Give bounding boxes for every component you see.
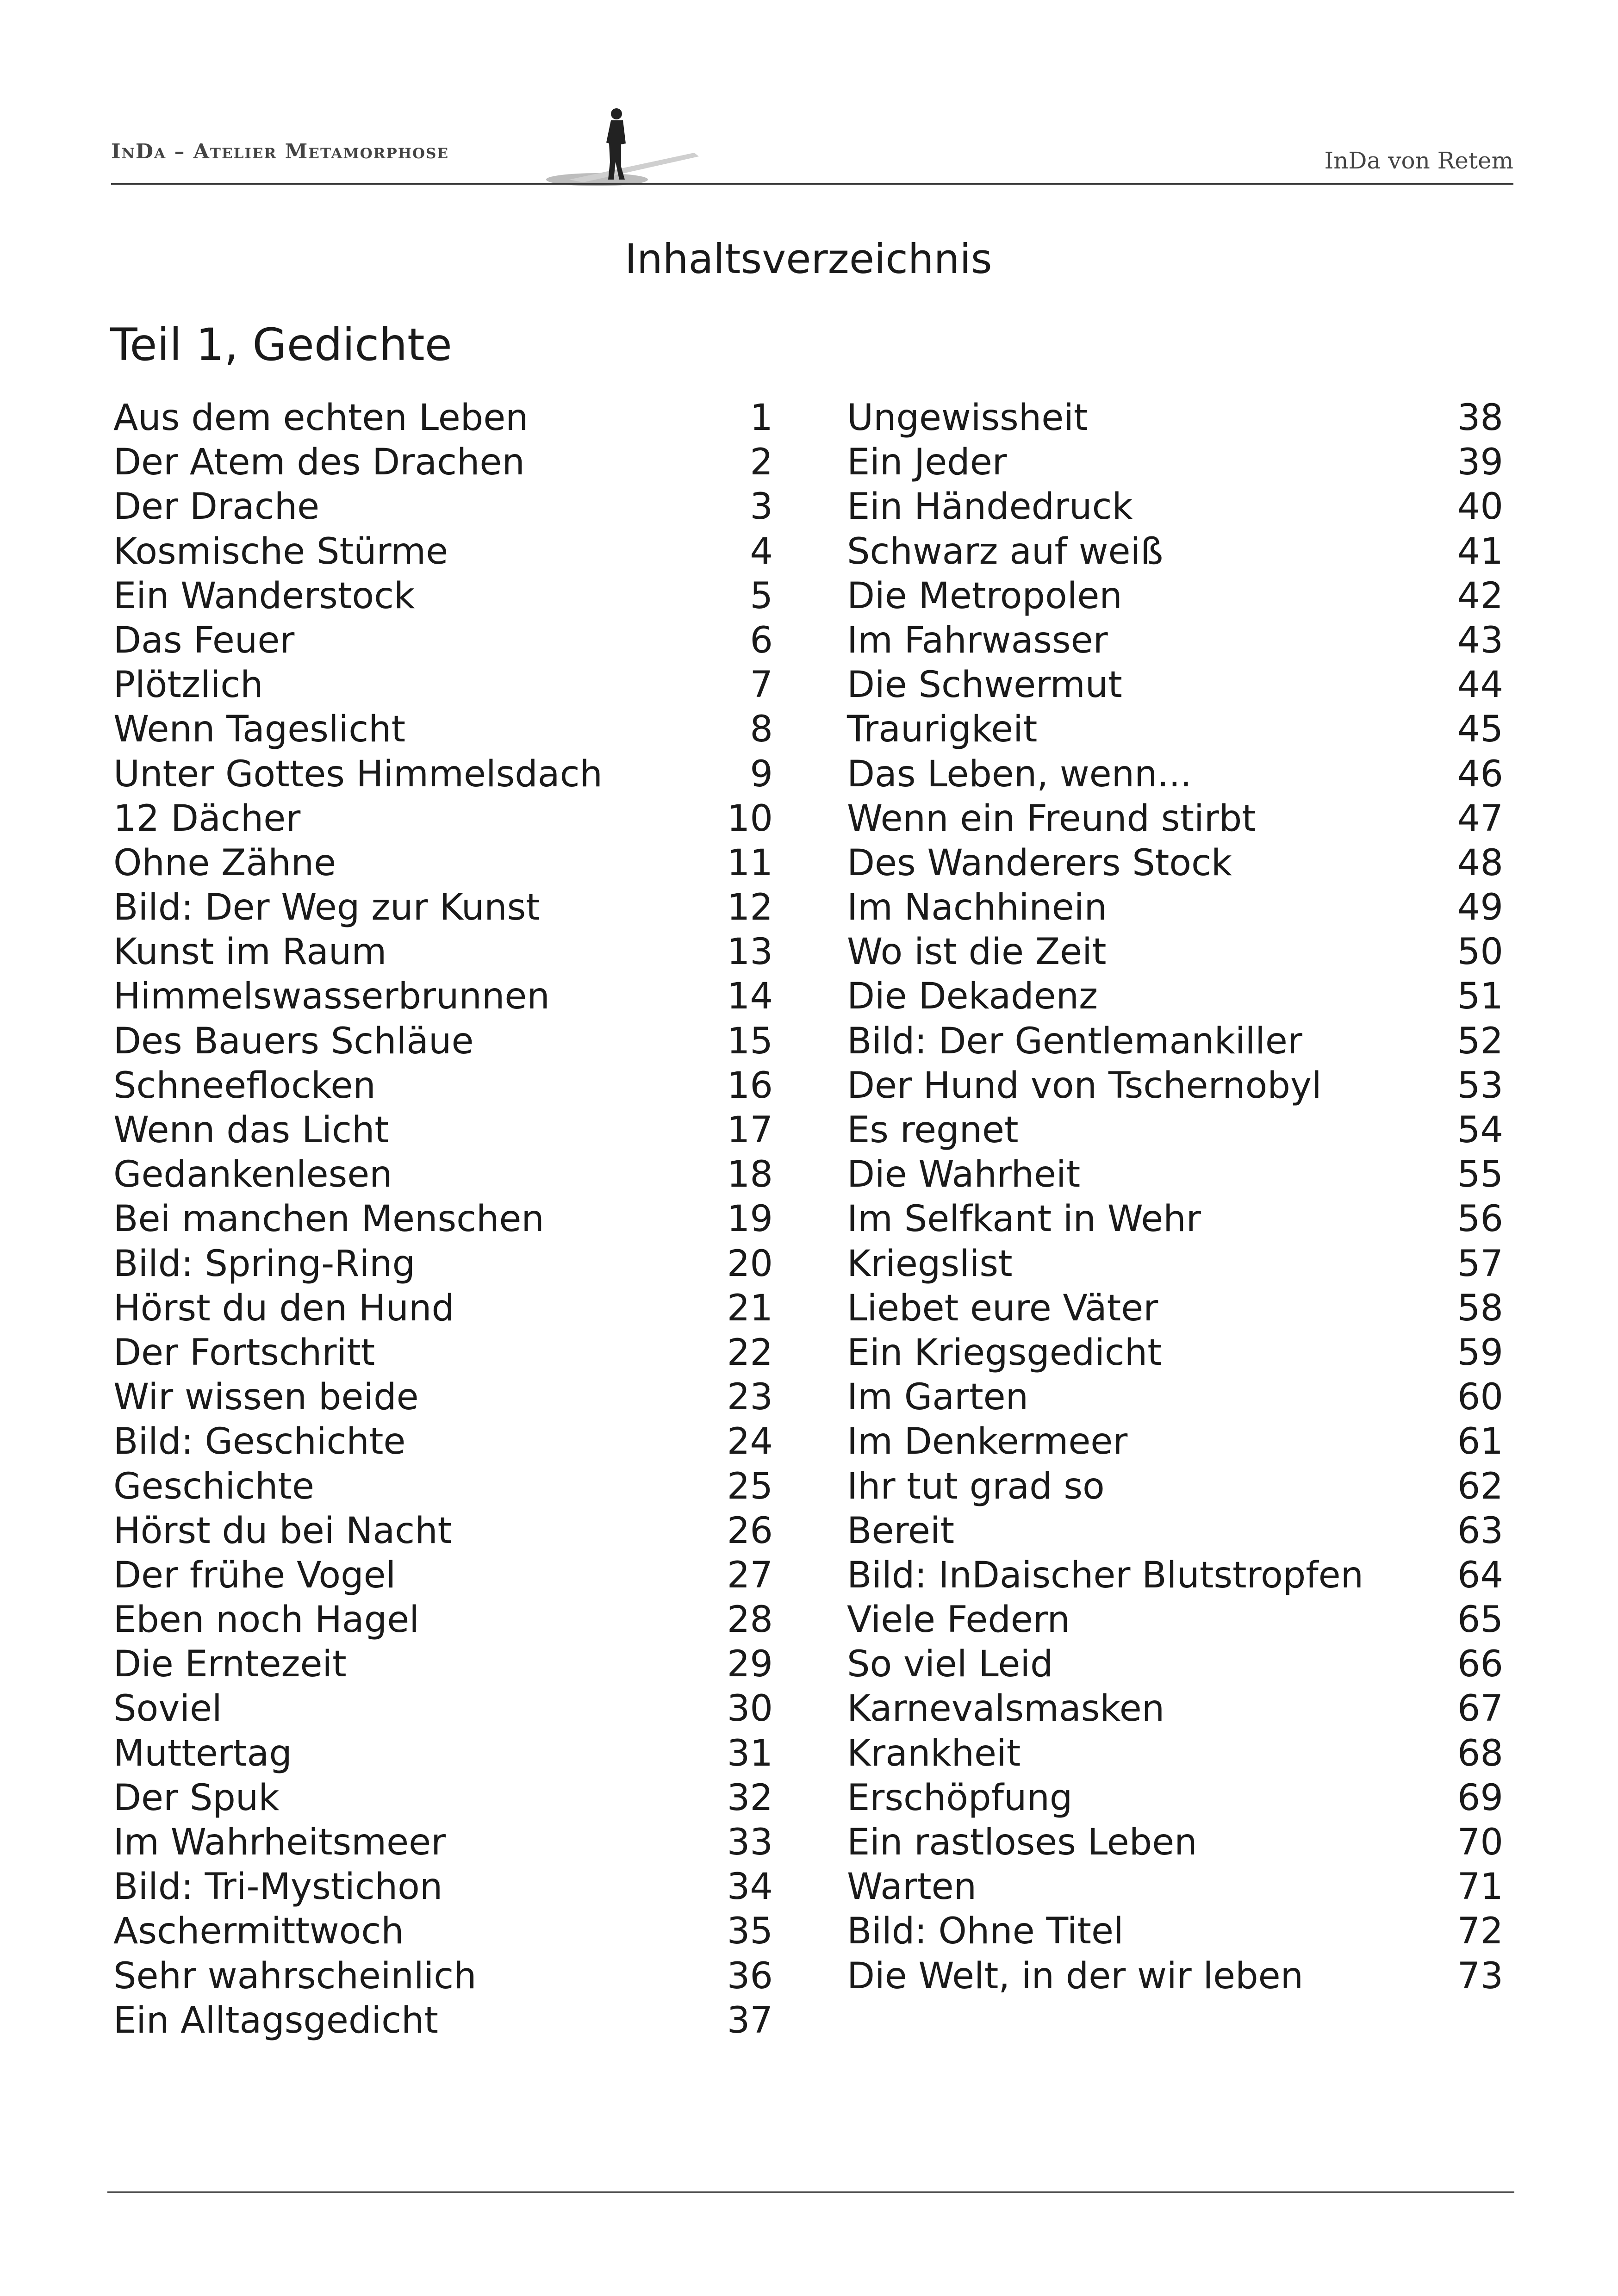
- toc-entry: [847, 1553, 1503, 1598]
- toc-entry-title: Karnevalsmasken: [847, 1688, 1165, 1730]
- toc-entry-title: Bei manchen Menschen: [113, 1198, 544, 1240]
- toc-column-left: [113, 396, 773, 2043]
- toc-entry-title: Bild: Tri-Mystichon: [113, 1866, 443, 1908]
- toc-entry-page: 9: [750, 753, 773, 795]
- toc-entry-page: 28: [727, 1599, 773, 1641]
- toc-entry-title: Die Erntezeit: [113, 1643, 347, 1686]
- toc-entry: [113, 1553, 773, 1598]
- toc-entry-title: Ein Kriegsgedicht: [847, 1332, 1162, 1374]
- toc-entry-page: 2: [750, 442, 773, 484]
- brand-name: InDa – Atelier Metamorphose: [111, 140, 449, 163]
- toc-entry-title: Muttertag: [113, 1732, 292, 1774]
- toc-entry-page: 16: [727, 1064, 773, 1107]
- toc-entry-page: 10: [727, 797, 773, 840]
- toc-entry-title: Der Fortschritt: [113, 1332, 375, 1374]
- toc-entry-page: 63: [1457, 1510, 1503, 1552]
- toc-entry: [847, 1019, 1503, 1064]
- toc-entry-title: Die Wahrheit: [847, 1154, 1081, 1196]
- toc-entry-page: 35: [727, 1910, 773, 1953]
- toc-entry-page: 48: [1457, 842, 1503, 884]
- toc-entry: [113, 1242, 773, 1286]
- toc-entry: [113, 1375, 773, 1419]
- toc-entry: [847, 841, 1503, 885]
- toc-entry-page: 15: [727, 1020, 773, 1062]
- toc-entry: [847, 1509, 1503, 1553]
- toc-entry-page: 70: [1457, 1822, 1503, 1863]
- toc-entry-page: 42: [1457, 575, 1503, 617]
- toc-entry: [113, 1642, 773, 1686]
- toc-entry: [113, 1331, 773, 1375]
- toc-entry-title: Ein Händedruck: [847, 486, 1133, 528]
- toc-entry-page: 59: [1457, 1332, 1503, 1374]
- toc-entry: [847, 1954, 1503, 1998]
- toc-entry-page: 58: [1457, 1287, 1503, 1329]
- toc-entry-page: 51: [1457, 976, 1503, 1018]
- toc-entry: [847, 974, 1503, 1019]
- toc-entry-title: Unter Gottes Himmelsdach: [113, 753, 603, 795]
- toc-entry: [847, 1197, 1503, 1241]
- toc-entry: [113, 1464, 773, 1509]
- toc-entry: [847, 1152, 1503, 1197]
- toc-entry-title: Wenn ein Freund stirbt: [847, 797, 1256, 840]
- toc-entry-page: 71: [1457, 1866, 1503, 1908]
- toc-entry-title: Eben noch Hagel: [113, 1599, 419, 1641]
- toc-entry: [847, 1776, 1503, 1820]
- toc-entry-title: Bereit: [847, 1510, 955, 1552]
- toc-entry-title: Bild: Der Weg zur Kunst: [113, 887, 540, 929]
- toc-entry-title: Im Selfkant in Wehr: [847, 1198, 1201, 1240]
- toc-entry-page: 56: [1457, 1198, 1503, 1240]
- footer-divider: [107, 2191, 1514, 2193]
- toc-entry-title: Im Denkermeer: [847, 1421, 1128, 1463]
- toc-entry: [847, 885, 1503, 930]
- author-name: InDa von Retem: [1324, 147, 1513, 174]
- toc-entry-page: 7: [750, 664, 773, 706]
- toc-entry: [113, 1865, 773, 1909]
- toc-entry-title: Warten: [847, 1866, 977, 1908]
- toc-entry: [847, 1464, 1503, 1509]
- toc-entry-title: Soviel: [113, 1688, 222, 1730]
- toc-entry: [113, 752, 773, 796]
- toc-entry: [113, 1998, 773, 2043]
- toc-entry: [847, 1598, 1503, 1642]
- toc-entry-title: Viele Federn: [847, 1599, 1070, 1641]
- toc-entry-page: 17: [727, 1109, 773, 1151]
- toc-entry-title: Die Schwermut: [847, 664, 1122, 706]
- toc-entry: [113, 1598, 773, 1642]
- toc-entry-title: Der Hund von Tschernobyl: [847, 1064, 1322, 1107]
- toc-entry-title: Kosmische Stürme: [113, 530, 448, 572]
- toc-entry: [847, 1064, 1503, 1108]
- toc-entry: [113, 485, 773, 529]
- toc-entry-title: Ein Jeder: [847, 442, 1007, 484]
- toc-entry-page: 13: [727, 931, 773, 973]
- toc-entry-title: Liebet eure Väter: [847, 1287, 1158, 1329]
- toc-entry: [113, 1108, 773, 1152]
- toc-entry-title: Wenn Tageslicht: [113, 709, 406, 751]
- toc-entry-title: Kunst im Raum: [113, 931, 387, 973]
- toc-entry-title: Im Wahrheitsmeer: [113, 1822, 446, 1863]
- toc-entry: [113, 1152, 773, 1197]
- header-divider: [111, 183, 1513, 185]
- toc-entry-page: 40: [1457, 486, 1503, 528]
- toc-entry: [847, 752, 1503, 796]
- toc-entry-page: 52: [1457, 1020, 1503, 1062]
- toc-entry-page: 4: [750, 530, 773, 572]
- toc-entry-page: 12: [727, 887, 773, 929]
- toc-entry: [113, 1954, 773, 1998]
- toc-entry-page: 62: [1457, 1465, 1503, 1507]
- toc-entry-page: 67: [1457, 1688, 1503, 1730]
- toc-entry-page: 73: [1457, 1955, 1503, 1997]
- toc-entry-page: 34: [727, 1866, 773, 1908]
- toc-entry-page: 29: [727, 1643, 773, 1686]
- toc-entry: [847, 796, 1503, 841]
- toc-entry-page: 64: [1457, 1554, 1503, 1596]
- toc-entry: [113, 1909, 773, 1954]
- toc-entry-page: 3: [750, 486, 773, 528]
- toc-entry: [113, 1419, 773, 1464]
- toc-entry-title: Der frühe Vogel: [113, 1554, 396, 1596]
- toc-entry-page: 43: [1457, 619, 1503, 661]
- toc-entry-page: 57: [1457, 1243, 1503, 1285]
- toc-entry-title: Wenn das Licht: [113, 1109, 389, 1151]
- toc-entry: [113, 930, 773, 974]
- toc-entry: [113, 1820, 773, 1865]
- toc-entry-title: Ein Wanderstock: [113, 575, 415, 617]
- toc-entry-page: 38: [1457, 397, 1503, 439]
- toc-entry-page: 27: [727, 1554, 773, 1596]
- toc-entry-title: Aus dem echten Leben: [113, 397, 529, 439]
- toc-entry-page: 5: [750, 575, 773, 617]
- toc-entry-title: Kriegslist: [847, 1243, 1013, 1285]
- toc-entry: [113, 1731, 773, 1776]
- toc-entry-title: Bild: Ohne Titel: [847, 1910, 1124, 1953]
- toc-entry: [113, 574, 773, 618]
- toc-entry: [113, 1776, 773, 1820]
- toc-entry-page: 72: [1457, 1910, 1503, 1953]
- toc-entry-title: Bild: Spring-Ring: [113, 1243, 416, 1285]
- toc-entry: [847, 618, 1503, 663]
- toc-entry: [847, 1909, 1503, 1954]
- toc-entry-page: 44: [1457, 664, 1503, 706]
- toc-entry-title: Des Wanderers Stock: [847, 842, 1232, 884]
- toc-entry-title: Plötzlich: [113, 664, 263, 706]
- toc-entry: [847, 1865, 1503, 1909]
- toc-entry: [847, 1731, 1503, 1776]
- toc-entry-title: Die Welt, in der wir leben: [847, 1955, 1304, 1997]
- toc-entry: [847, 707, 1503, 752]
- toc-entry-page: 24: [727, 1421, 773, 1463]
- toc-entry-title: So viel Leid: [847, 1643, 1053, 1686]
- toc-entry: [847, 1331, 1503, 1375]
- toc-entry: [847, 440, 1503, 485]
- toc-entry: [847, 663, 1503, 707]
- toc-entry-page: 33: [727, 1822, 773, 1863]
- toc-entry: [113, 1509, 773, 1553]
- toc-entry-page: 60: [1457, 1376, 1503, 1419]
- toc-entry-page: 1: [750, 397, 773, 439]
- toc-entry-page: 31: [727, 1732, 773, 1774]
- toc-entry-title: Erschöpfung: [847, 1777, 1073, 1819]
- toc-entry-title: Der Spuk: [113, 1777, 280, 1819]
- toc-entry: [847, 1419, 1503, 1464]
- toc-entry-title: Das Feuer: [113, 619, 295, 661]
- toc-entry-title: Wir wissen beide: [113, 1376, 419, 1419]
- toc-entry-title: Bild: Der Gentlemankiller: [847, 1020, 1302, 1062]
- toc-entry: [847, 1286, 1503, 1331]
- toc-entry-title: Ohne Zähne: [113, 842, 336, 884]
- toc-entry: [113, 1064, 773, 1108]
- toc-entry-page: 69: [1457, 1777, 1503, 1819]
- toc-entry: [113, 663, 773, 707]
- toc-entry: [847, 930, 1503, 974]
- toc-entry: [847, 396, 1503, 440]
- toc-entry-page: 23: [727, 1376, 773, 1419]
- toc-entry-title: Ihr tut grad so: [847, 1465, 1105, 1507]
- toc-entry: [113, 396, 773, 440]
- toc-entry-page: 18: [727, 1154, 773, 1196]
- toc-entry: [113, 440, 773, 485]
- toc-entry: [847, 1242, 1503, 1286]
- toc-entry-title: Gedankenlesen: [113, 1154, 392, 1196]
- toc-entry-title: Des Bauers Schläue: [113, 1020, 474, 1062]
- toc-entry-page: 26: [727, 1510, 773, 1552]
- toc-entry-title: Ungewissheit: [847, 397, 1088, 439]
- walking-man-logo-icon: [500, 97, 759, 190]
- toc-entry: [113, 1686, 773, 1731]
- toc-entry: [113, 885, 773, 930]
- toc-entry-page: 55: [1457, 1154, 1503, 1196]
- toc-entry-title: Schwarz auf weiß: [847, 530, 1164, 572]
- toc-entry-title: Schneeflocken: [113, 1064, 376, 1107]
- toc-entry-page: 30: [727, 1688, 773, 1730]
- toc-entry-page: 22: [727, 1332, 773, 1374]
- toc-entry-page: 21: [727, 1287, 773, 1329]
- page-title: Inhaltsverzeichnis: [625, 235, 992, 283]
- toc-entry: [847, 1642, 1503, 1686]
- toc-entry-page: 61: [1457, 1421, 1503, 1463]
- toc-entry-page: 49: [1457, 887, 1503, 929]
- toc-entry-title: Hörst du den Hund: [113, 1287, 454, 1329]
- toc-column-right: [847, 396, 1503, 1998]
- section-heading: Teil 1, Gedichte: [110, 319, 452, 371]
- toc-entry-page: 6: [750, 619, 773, 661]
- toc-entry: [847, 1375, 1503, 1419]
- toc-entry-title: 12 Dächer: [113, 797, 301, 840]
- toc-entry-title: Im Nachhinein: [847, 887, 1107, 929]
- toc-entry-title: Bild: InDaischer Blutstropfen: [847, 1554, 1364, 1596]
- toc-entry-title: Sehr wahrscheinlich: [113, 1955, 477, 1997]
- toc-entry: [113, 1019, 773, 1064]
- toc-entry-page: 41: [1457, 530, 1503, 572]
- toc-entry-page: 65: [1457, 1599, 1503, 1641]
- toc-entry-page: 54: [1457, 1109, 1503, 1151]
- toc-entry-title: Ein rastloses Leben: [847, 1822, 1197, 1863]
- toc-entry-title: Es regnet: [847, 1109, 1019, 1151]
- toc-entry: [113, 707, 773, 752]
- toc-entry-title: Das Leben, wenn...: [847, 753, 1192, 795]
- toc-entry-title: Traurigkeit: [847, 709, 1038, 751]
- toc-entry-page: 37: [727, 1999, 773, 2041]
- toc-entry-page: 53: [1457, 1064, 1503, 1107]
- toc-entry-page: 66: [1457, 1643, 1503, 1686]
- toc-entry-page: 25: [727, 1465, 773, 1507]
- toc-entry: [113, 529, 773, 574]
- toc-entry-title: Der Drache: [113, 486, 320, 528]
- page-header: [111, 97, 1513, 190]
- toc-entry: [113, 974, 773, 1019]
- toc-entry: [113, 1286, 773, 1331]
- toc-entry: [847, 1820, 1503, 1865]
- toc-entry: [113, 796, 773, 841]
- toc-entry-title: Aschermittwoch: [113, 1910, 404, 1953]
- toc-entry-title: Krankheit: [847, 1732, 1021, 1774]
- toc-entry-title: Hörst du bei Nacht: [113, 1510, 452, 1552]
- toc-entry: [113, 618, 773, 663]
- toc-entry-page: 32: [727, 1777, 773, 1819]
- toc-entry-page: 19: [727, 1198, 773, 1240]
- toc-entry-page: 14: [727, 976, 773, 1018]
- toc-entry-page: 46: [1457, 753, 1503, 795]
- toc-entry-page: 36: [727, 1955, 773, 1997]
- toc-entry: [847, 574, 1503, 618]
- toc-entry-title: Geschichte: [113, 1465, 314, 1507]
- toc-entry-page: 68: [1457, 1732, 1503, 1774]
- toc-entry-title: Der Atem des Drachen: [113, 442, 525, 484]
- toc-entry-title: Im Garten: [847, 1376, 1029, 1419]
- toc-entry-page: 50: [1457, 931, 1503, 973]
- toc-entry-page: 47: [1457, 797, 1503, 840]
- toc-entry-title: Himmelswasserbrunnen: [113, 976, 550, 1018]
- toc-entry-title: Die Dekadenz: [847, 976, 1098, 1018]
- toc-entry: [113, 841, 773, 885]
- toc-entry: [847, 485, 1503, 529]
- toc-entry-title: Die Metropolen: [847, 575, 1122, 617]
- toc-entry: [847, 529, 1503, 574]
- toc-entry: [847, 1686, 1503, 1731]
- toc-entry: [113, 1197, 773, 1241]
- toc-entry-title: Im Fahrwasser: [847, 619, 1108, 661]
- toc-entry-title: Bild: Geschichte: [113, 1421, 406, 1463]
- toc-entry-page: 45: [1457, 709, 1503, 751]
- toc-entry-page: 8: [750, 709, 773, 751]
- toc-entry-page: 11: [727, 842, 773, 884]
- toc-entry-title: Wo ist die Zeit: [847, 931, 1107, 973]
- toc-entry-page: 39: [1457, 442, 1503, 484]
- toc-entry-title: Ein Alltagsgedicht: [113, 1999, 438, 2041]
- toc-entry: [847, 1108, 1503, 1152]
- toc-entry-page: 20: [727, 1243, 773, 1285]
